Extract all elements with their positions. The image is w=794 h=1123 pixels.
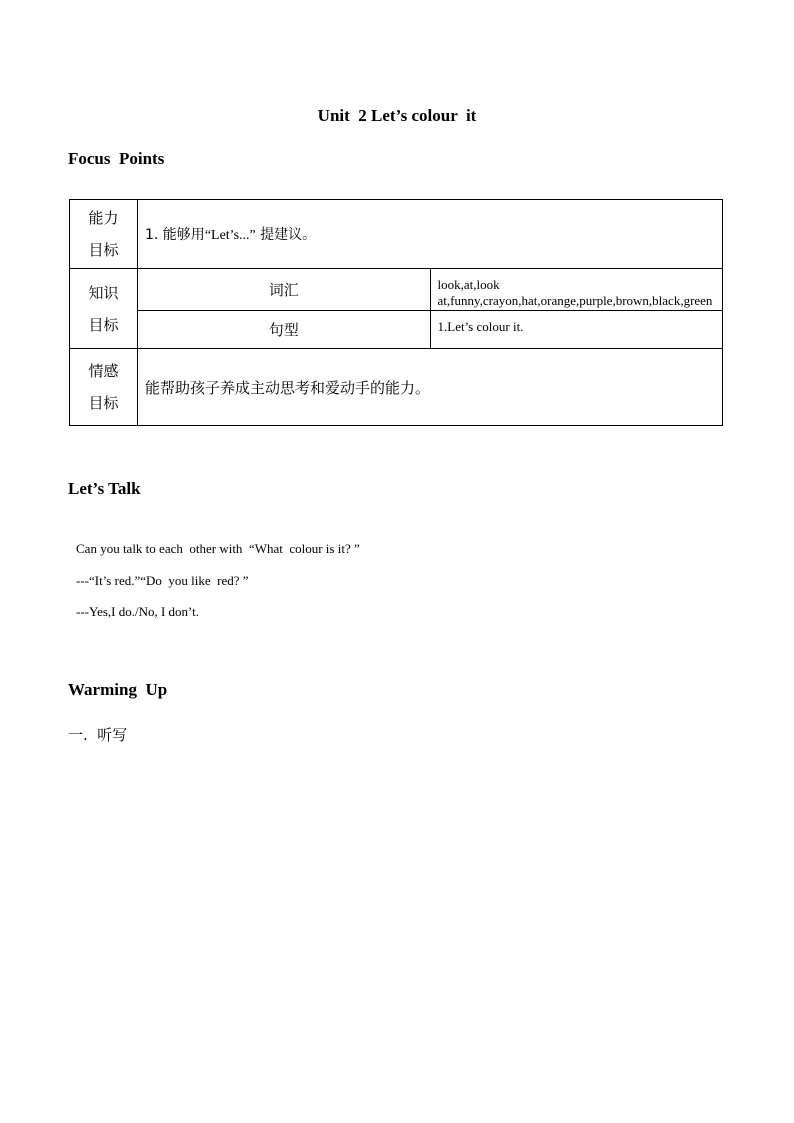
knowledge-category-line-1: 知识 [88,283,119,302]
focus-points-heading: Focus Points [68,149,165,168]
ability-category-line-2: 目标 [88,241,119,259]
ability-content-cell [138,200,723,269]
emotion-category-line-1: 情感 [88,362,119,380]
talk-line-1: Can you talk to each other with “What colour is it? ” [76,541,360,556]
emotion-category-cell [70,349,138,426]
focus-points-table [69,199,723,426]
warming-up-heading: Warming Up [68,680,168,699]
lets-talk-heading: Let’s Talk [68,479,141,498]
table-row-emotion [70,349,723,426]
ability-content-prefix: 1. 能够用 [145,227,205,243]
emotion-category-line-2: 目标 [88,394,119,412]
table-row-vocabulary [70,269,723,311]
ability-content-en: “Let’s...” [204,228,256,243]
vocabulary-content-cell: look,at,look at,funny,crayon,hat,orange,purple,brown,black,green [430,269,723,311]
talk-line-3: ---Yes,I do./No, I don’t. [76,604,200,619]
table-row-ability [70,200,723,269]
talk-line-2: ---“It’s red.”“Do you like red? ” [76,573,249,588]
table-row-sentence [70,311,723,349]
sentence-label-cell: 句型 [138,311,431,349]
ability-content-suffix: 提建议。 [255,227,317,243]
emotion-content-cell: 能帮助孩子养成主动思考和爱动手的能力。 [138,349,723,426]
sentence-content-cell: 1.Let’s colour it. [430,311,723,349]
knowledge-category-cell [70,269,138,349]
vocabulary-label-cell: 词汇 [138,269,431,311]
dictation-item: 一. 听写 [68,726,128,744]
ability-category-cell [70,200,138,269]
knowledge-category-line-2: 目标 [88,315,119,334]
page-title: Unit 2 Let’s colour it [317,106,477,125]
ability-category-line-1: 能力 [88,209,119,227]
